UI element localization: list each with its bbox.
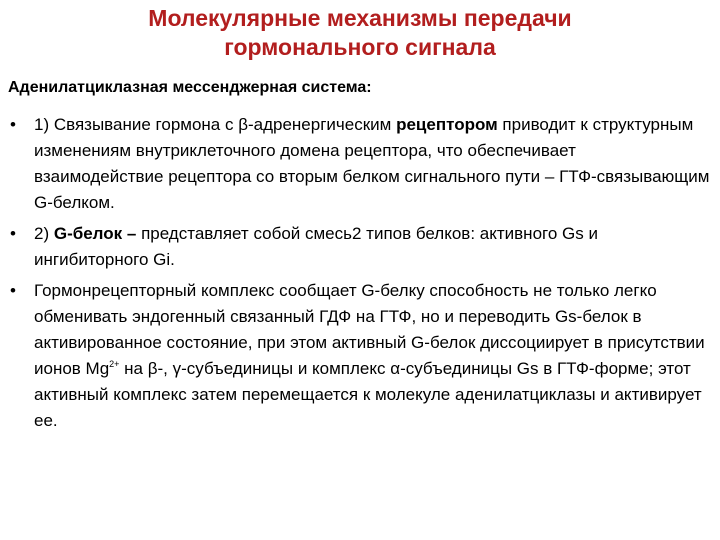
slide-title-line-1: Молекулярные механизмы передачи xyxy=(148,5,572,31)
bullet-1-text-post: приводит к структурным изменениям внутриклеточного домена рецептора, что обеспечивает взаимодействие рецептора со вторым белком сигнального пути – ГТФ-связывающим G-белком. xyxy=(34,115,710,212)
bullet-marker: • xyxy=(10,224,16,243)
bullet-list xyxy=(10,112,710,439)
bullet-item-3 xyxy=(10,278,710,434)
section-heading: Аденилатциклазная мессенджерная система: xyxy=(8,79,372,96)
bullet-2-bold-term: G-белок – xyxy=(53,224,137,243)
slide-title xyxy=(0,4,720,62)
bullet-1-bold-term: рецептором xyxy=(396,115,498,134)
bullet-3-text-before-sup: Гормонрецепторный комплекс сообщает G-белку способность не только легко обменивать эндогенный связанный ГДФ на ГТФ, но и переводить Gs-белок в активированное состояние, при этом активный G-белок диссоциирует в присутствии ионов Mg xyxy=(34,281,705,378)
bullet-marker: • xyxy=(10,115,16,134)
bullet-item-2 xyxy=(10,221,710,273)
bullet-marker: • xyxy=(10,281,16,300)
bullet-item-1 xyxy=(10,112,710,216)
bullet-2-text-post: представляет собой смесь2 типов белков: активного Gs и ингибиторного Gi. xyxy=(34,224,598,269)
superscript-charge: 2+ xyxy=(109,359,120,369)
bullet-2-text-pre: 2) xyxy=(34,224,54,243)
bullet-3-text-after-sup: на β-, γ-субъединицы и комплекс α-субъединицы Gs в ГТФ-форме; этот активный комплекс затем перемещается к молекуле аденилатциклазы и активирует ее. xyxy=(34,359,702,430)
slide-title-line-2: гормонального сигнала xyxy=(224,34,496,60)
bullet-1-text-pre: 1) Связывание гормона с β-адренергическим xyxy=(34,115,397,134)
